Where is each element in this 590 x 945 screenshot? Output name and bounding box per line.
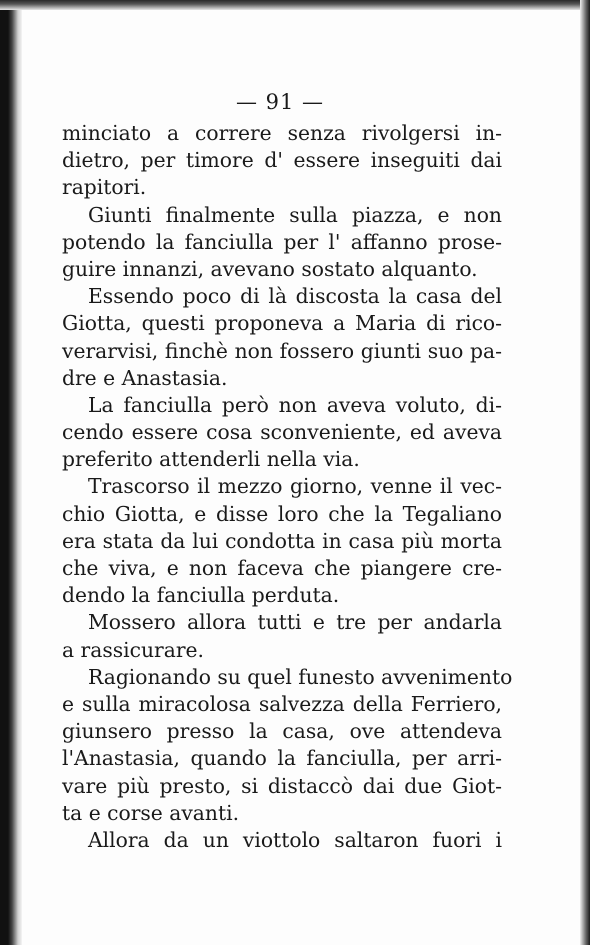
- text-line: rapitori.: [62, 175, 147, 200]
- text-line: cendo essere cosa sconveniente, ed aveva: [62, 420, 502, 445]
- text-line: verarvisi, finchè non fossero giunti suo pa-: [62, 338, 502, 363]
- text-line: Giotta, questi proponeva a Maria di rico-: [62, 311, 502, 336]
- text-line: Trascorso il mezzo giorno, venne il vec-: [88, 474, 502, 499]
- text-line: Allora da un viottolo saltaron fuori i: [88, 827, 502, 852]
- text-line: guire innanzi, avevano sostato alquanto.: [62, 256, 478, 281]
- text-line: giunsero presso la casa, ove attendeva: [62, 719, 502, 744]
- page-edge-shadow-top: [0, 0, 590, 10]
- text-line: Ragionando su quel funesto avvenimento: [88, 664, 513, 689]
- text-line: a rassicurare.: [62, 637, 204, 662]
- text-line: vare più presto, si distaccò dai due Giot-: [62, 773, 502, 798]
- text-line: che viva, e non faceva che piangere cre-: [62, 556, 502, 580]
- text-line: era stata da lui condotta in casa più morta: [62, 528, 502, 553]
- text-line: dietro, per timore d' essere inseguiti dai: [62, 148, 502, 173]
- text-line: potendo la fanciulla per l' affanno prose-: [62, 229, 502, 254]
- text-line: Essendo poco di là discosta la casa del: [88, 284, 502, 309]
- text-line: ta e corse avanti.: [62, 800, 240, 825]
- text-line: La fanciulla però non aveva voluto, di-: [88, 392, 502, 417]
- text-line: dendo la fanciulla perduta.: [62, 583, 340, 608]
- page-edge-shadow-right: [580, 0, 590, 945]
- text-line: Giunti finalmente sulla piazza, e non: [88, 202, 502, 227]
- text-line: minciato a correre senza rivolgersi in-: [62, 121, 502, 145]
- text-line: chio Giotta, e disse loro che la Tegaliano: [62, 501, 502, 526]
- text-line: preferito attenderli nella via.: [62, 447, 360, 472]
- page-edge-shadow-left: [0, 0, 22, 945]
- text-line: l'Anastasia, quando la fanciulla, per arri-: [62, 746, 502, 771]
- text-line: dre e Anastasia.: [62, 365, 228, 390]
- body-text: [62, 120, 513, 854]
- text-line: e sulla miracolosa salvezza della Ferriero,: [62, 691, 502, 716]
- page-number: — 91 —: [235, 90, 325, 114]
- text-line: Mossero allora tutti e tre per andarla: [88, 610, 502, 635]
